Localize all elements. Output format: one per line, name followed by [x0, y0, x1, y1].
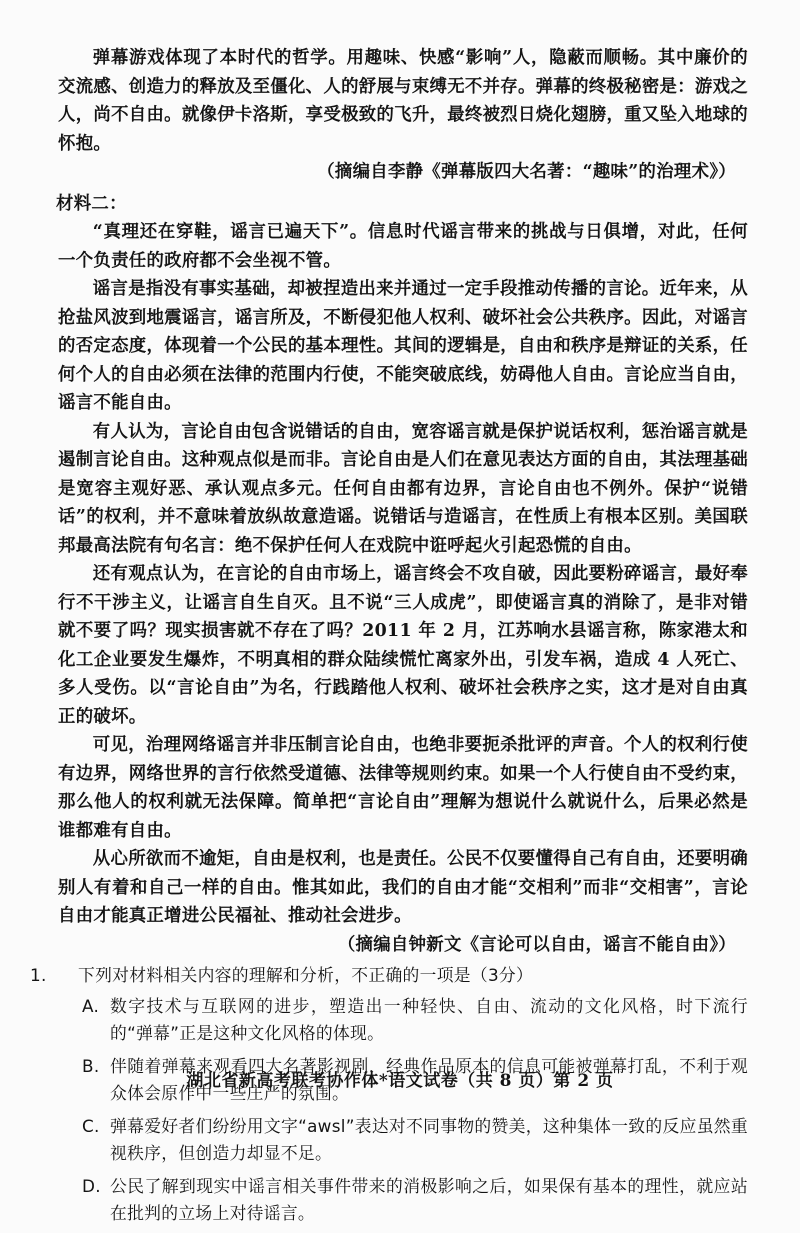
material2-paragraph: 还有观点认为，在言论的自由市场上，谣言终会不攻自破，因此要粉碎谣言，最好奉行不干涉主义，让谣言自生自灭。且不说“三人成虎”，即使谣言真的消除了，是非对错就不要了吗？现实损害就不存在了吗？2011 年 2 月，江苏响水县谣言称，陈家港太和化工企业要发生爆炸，不明真相的群众陆续慌忙离家外出，引发车祸，造成 4 人死亡、多人受伤。以“言论自由”为名，行践踏他人权利、破坏社会秩序之实，这才是对自由真正的破坏。: [58, 564, 748, 727]
option-text: 弹幕爱好者们纷纷用文字“awsl”表达对不同事物的赞美，这种集体一致的反应虽然重视秩序，但创造力却显不足。: [110, 1115, 748, 1163]
page-footer: 湖北省新高考联考协作体*语文试卷（共 8 页）第 2 页: [186, 1071, 614, 1091]
question-number: 1.: [30, 965, 47, 985]
option-c: [82, 1113, 748, 1167]
material2-source: （摘编自钟新文《言论可以自由，谣言不能自由》）: [337, 934, 736, 955]
material2-paragraph: 有人认为，言论自由包含说错话的自由，宽容谣言就是保护说话权利，惩治谣言就是遏制言论自由。这种观点似是而非。言论自由是人们在意见表达方面的自由，其法理基础是宽容主观好恶、承认观点多元。任何自由都有边界，言论自由也不例外。保护“说错话”的权利，并不意味着放纵故意造谣。说错话与造谣言，在性质上有根本区别。美国联邦最高法院有句名言：绝不保护任何人在戏院中诳呼起火引起恐慌的自由。: [58, 421, 748, 556]
option-label: B.: [82, 1055, 100, 1076]
material2-paragraph: 谣言是指没有事实基础，却被捏造出来并通过一定手段推动传播的言论。近年来，从抢盐风波到地震谣言，谣言所及，不断侵犯他人权利、破坏社会公共秩序。因此，对谣言的否定态度，体现着一个公民的基本理性。其间的逻辑是，自由和秩序是辩证的关系，任何个人的自由必须在法律的范围内行使，不能突破底线，妨碍他人自由。言论应当自由，谣言不能自由。: [58, 279, 748, 413]
material1-source: （摘编自李静《弹幕版四大名著：“趣味”的治理术》）: [317, 162, 736, 182]
option-label: A.: [82, 995, 100, 1016]
option-a: [82, 993, 748, 1047]
material1-paragraph: 弹幕游戏体现了本时代的哲学。用趣味、快感“影响”人，隐蔽而顺畅。其中廉价的交流感、创造力的释放及至僵化、人的舒展与束缚无不并存。弹幕的终极秘密是：游戏之人，尚不自由。就像伊卡洛斯，享受极致的飞升，最终被烈日烧化翅膀，重又坠入地球的怀抱。: [58, 48, 748, 154]
material2-paragraph: 可见，治理网络谣言并非压制言论自由，也绝非要扼杀批评的声音。个人的权利行使有边界，网络世界的言行依然受道德、法律等规则约束。如果一个人行使自由不受约束，那么他人的权利就无法保障。简单把“言论自由”理解为想说什么就说什么，后果必然是谁都难有自由。: [58, 735, 748, 841]
option-label: C.: [82, 1115, 100, 1136]
material2-heading: 材料二：: [56, 193, 127, 214]
question-stem: 下列对材料相关内容的理解和分析，不正确的一项是（3分）: [78, 965, 534, 985]
material2-paragraph: 从心所欲而不逾矩，自由是权利，也是责任。公民不仅要懂得自己有自由，还要明确别人有着和自己一样的自由。惟其如此，我们的自由才能“交相利”而非“交相害”，言论自由才能真正增进公民福祉、推动社会进步。: [58, 849, 748, 926]
option-text: 数字技术与互联网的进步，塑造出一种轻快、自由、流动的文化风格，时下流行的“弹幕”正是这种文化风格的体现。: [110, 995, 748, 1043]
option-text: 伴随着弹幕来观看四大名著影视剧，经典作品原本的信息可能被弹幕打乱，不利于观众体会原作中一些庄严的氛围。: [110, 1055, 748, 1103]
question-1: [30, 961, 748, 1227]
material2-paragraph: “真理还在穿鞋，谣言已遍天下”。信息时代谣言带来的挑战与日俱增，对此，任何一个负责任的政府都不会坐视不管。: [58, 222, 748, 271]
option-d: [82, 1173, 748, 1227]
question-stem-row: [30, 961, 748, 990]
page-content: [30, 44, 748, 1233]
option-label: D.: [82, 1175, 101, 1196]
question-options: [82, 993, 748, 1227]
option-text: 公民了解到现实中谣言相关事件带来的消极影响之后，如果保有基本的理性，就应站在批判的立场上对待谣言。: [110, 1175, 748, 1223]
